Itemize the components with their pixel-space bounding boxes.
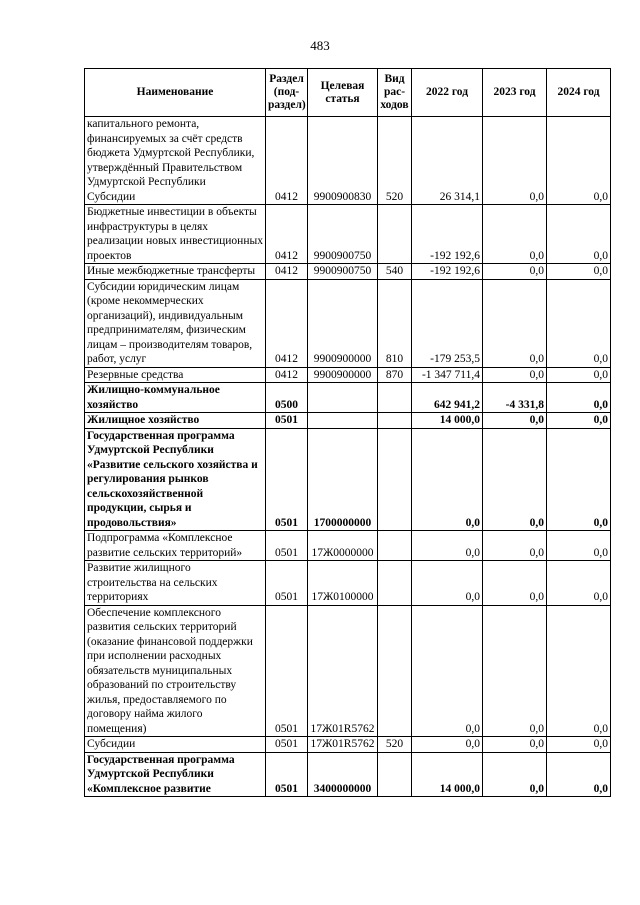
row-section: 0501: [266, 737, 308, 753]
header-2022: 2022 год: [412, 69, 483, 117]
row-name: Субсидии: [85, 190, 266, 205]
row-name: Иные межбюджетные трансферты: [85, 264, 266, 280]
table-row: [85, 383, 611, 413]
header-2024: 2024 год: [547, 69, 611, 117]
row-target: 9900900750: [308, 205, 378, 264]
row-expense-type: 520: [378, 190, 412, 205]
row-expense-type: [378, 205, 412, 264]
row-value-2024: 0,0: [547, 383, 611, 413]
row-expense-type: 540: [378, 264, 412, 280]
row-value-2024: 0,0: [547, 752, 611, 797]
row-value-2022: -179 253,5: [412, 279, 483, 367]
row-value-2022: 14 000,0: [412, 752, 483, 797]
row-target: 9900900000: [308, 367, 378, 383]
row-expense-type: [378, 428, 412, 531]
row-value-2022: 0,0: [412, 531, 483, 561]
row-value-2023: 0,0: [483, 752, 547, 797]
row-section: 0501: [266, 428, 308, 531]
row-name: Обеспечение комплексного развития сельских территорий (оказание финансовой поддержки при исполнении расходных обязательств муниципальных образований по строительству жилья, предоставляемого по договору найма жилого помещения): [85, 605, 266, 737]
row-expense-type: 870: [378, 367, 412, 383]
table-row: [85, 605, 611, 737]
row-name: Государственная программа Удмуртской Республики «Развитие сельского хозяйства и регулирования рынков сельскохозяйственной продукции, сырья и продовольствия»: [85, 428, 266, 531]
row-target: 1700000000: [308, 428, 378, 531]
row-value-2023: [483, 117, 547, 190]
table-row: [85, 531, 611, 561]
row-name: капитального ремонта, финансируемых за счёт средств бюджета Удмуртской Республики, утверждённый Правительством Удмуртской Республики: [85, 117, 266, 190]
row-value-2023: 0,0: [483, 264, 547, 280]
row-target: [308, 413, 378, 429]
row-value-2023: 0,0: [483, 561, 547, 606]
row-value-2023: 0,0: [483, 428, 547, 531]
row-name: Субсидии юридическим лицам (кроме некоммерческих организаций), индивидуальным предпринимателям, физическим лицам – производителям товаров, работ, услуг: [85, 279, 266, 367]
header-name: Наименование: [85, 69, 266, 117]
row-value-2022: [412, 117, 483, 190]
table-row: [85, 737, 611, 753]
row-section: 0500: [266, 383, 308, 413]
row-expense-type: [378, 383, 412, 413]
row-value-2022: -192 192,6: [412, 264, 483, 280]
row-value-2022: 0,0: [412, 605, 483, 737]
table-row: [85, 367, 611, 383]
table-row: [85, 561, 611, 606]
row-expense-type: [378, 413, 412, 429]
row-value-2023: 0,0: [483, 413, 547, 429]
row-name: Бюджетные инвестиции в объекты инфраструктуры в целях реализации новых инвестиционных проектов: [85, 205, 266, 264]
row-value-2024: 0,0: [547, 428, 611, 531]
row-section: 0412: [266, 279, 308, 367]
row-value-2022: 0,0: [412, 428, 483, 531]
row-section: [266, 117, 308, 190]
row-value-2024: [547, 117, 611, 190]
row-name: Резервные средства: [85, 367, 266, 383]
table-row: [85, 279, 611, 367]
row-value-2023: -4 331,8: [483, 383, 547, 413]
row-value-2024: 0,0: [547, 205, 611, 264]
table-row: [85, 428, 611, 531]
row-target: 17Ж01R5762: [308, 605, 378, 737]
row-expense-type: 810: [378, 279, 412, 367]
row-section: 0501: [266, 413, 308, 429]
table-row: [85, 117, 611, 190]
row-value-2023: 0,0: [483, 531, 547, 561]
row-name: Субсидии: [85, 737, 266, 753]
row-value-2023: 0,0: [483, 605, 547, 737]
row-target: 17Ж0000000: [308, 531, 378, 561]
row-value-2022: 26 314,1: [412, 190, 483, 205]
row-value-2024: 0,0: [547, 737, 611, 753]
row-value-2023: 0,0: [483, 190, 547, 205]
row-value-2024: 0,0: [547, 190, 611, 205]
table-row: [85, 264, 611, 280]
row-value-2022: 14 000,0: [412, 413, 483, 429]
row-value-2023: 0,0: [483, 279, 547, 367]
row-value-2023: 0,0: [483, 205, 547, 264]
row-section: 0501: [266, 752, 308, 797]
row-name: Развитие жилищного строительства на сельских территориях: [85, 561, 266, 606]
table-row: [85, 752, 611, 797]
row-expense-type: [378, 117, 412, 190]
row-target: 3400000000: [308, 752, 378, 797]
row-expense-type: [378, 561, 412, 606]
row-section: 0412: [266, 264, 308, 280]
row-section: 0412: [266, 190, 308, 205]
row-value-2024: 0,0: [547, 561, 611, 606]
header-row: [85, 69, 611, 117]
row-value-2023: 0,0: [483, 367, 547, 383]
row-target: 9900900830: [308, 190, 378, 205]
row-section: 0412: [266, 367, 308, 383]
row-section: 0501: [266, 531, 308, 561]
row-name: Подпрограмма «Комплексное развитие сельских территорий»: [85, 531, 266, 561]
row-section: 0501: [266, 561, 308, 606]
row-value-2022: -1 347 711,4: [412, 367, 483, 383]
row-value-2024: 0,0: [547, 413, 611, 429]
table-row: [85, 413, 611, 429]
header-section: Раздел (под-раздел): [266, 69, 308, 117]
row-name: Жилищное хозяйство: [85, 413, 266, 429]
row-target: [308, 117, 378, 190]
row-expense-type: [378, 752, 412, 797]
row-section: 0412: [266, 205, 308, 264]
row-value-2024: 0,0: [547, 367, 611, 383]
row-target: 17Ж01R5762: [308, 737, 378, 753]
row-section: 0501: [266, 605, 308, 737]
page-number: 483: [310, 38, 330, 53]
row-expense-type: [378, 531, 412, 561]
row-value-2024: 0,0: [547, 605, 611, 737]
row-target: 9900900000: [308, 279, 378, 367]
row-value-2022: 0,0: [412, 737, 483, 753]
row-target: [308, 383, 378, 413]
row-value-2024: 0,0: [547, 264, 611, 280]
row-value-2024: 0,0: [547, 531, 611, 561]
row-value-2022: 642 941,2: [412, 383, 483, 413]
header-expense-type: Вид рас-ходов: [378, 69, 412, 117]
row-target: 9900900750: [308, 264, 378, 280]
row-target: 17Ж0100000: [308, 561, 378, 606]
header-2023: 2023 год: [483, 69, 547, 117]
row-name: Жилищно-коммунальное хозяйство: [85, 383, 266, 413]
budget-table: [84, 68, 611, 797]
table-row: [85, 190, 611, 205]
header-target: Целевая статья: [308, 69, 378, 117]
row-value-2023: 0,0: [483, 737, 547, 753]
row-value-2024: 0,0: [547, 279, 611, 367]
table-row: [85, 205, 611, 264]
row-name: Государственная программа Удмуртской Республики «Комплексное развитие: [85, 752, 266, 797]
row-expense-type: 520: [378, 737, 412, 753]
row-value-2022: 0,0: [412, 561, 483, 606]
row-value-2022: -192 192,6: [412, 205, 483, 264]
row-expense-type: [378, 605, 412, 737]
